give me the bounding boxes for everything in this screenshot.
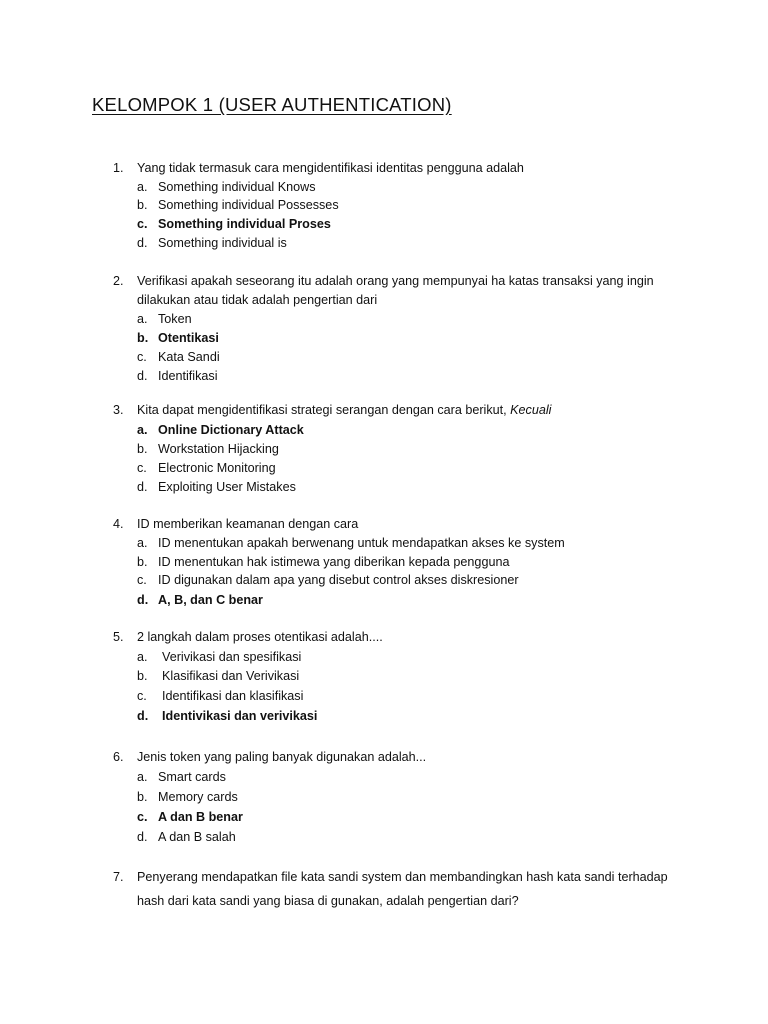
option-letter: d. [137,830,148,844]
option-text: Something individual is [158,236,287,250]
option-text-answer: A, B, dan C benar [158,593,263,607]
question-text: ID memberikan keamanan dengan cara [137,517,359,531]
option-letter: a. [137,770,148,784]
option-text: Something individual Knows [158,180,316,194]
option-letter: b. [137,442,148,456]
option-letter: c. [137,350,147,364]
option-letter: c. [137,810,148,824]
option-letter: b. [137,669,148,683]
option-text: ID menentukan apakah berwenang untuk mendapatkan akses ke system [158,536,565,550]
question-number: 6. [113,750,124,764]
option-text: Something individual Possesses [158,198,339,212]
question-text-main: Kita dapat mengidentifikasi strategi serangan dengan cara berikut, [137,403,507,417]
question-number: 5. [113,630,124,644]
option-text: Memory cards [158,790,238,804]
option-letter: a. [137,650,148,664]
option-letter: b. [137,790,148,804]
option-letter: c. [137,461,147,475]
question-text-continued: dilakukan atau tidak adalah pengertian dari [137,293,378,307]
option-text: Verivikasi dan spesifikasi [162,650,302,664]
option-letter: a. [137,312,148,326]
question-number: 1. [113,161,124,175]
option-text: Exploiting User Mistakes [158,480,296,494]
question-text: 2 langkah dalam proses otentikasi adalah.... [137,630,383,644]
option-text: Klasifikasi dan Verivikasi [162,669,300,683]
option-letter: b. [137,555,148,569]
question-text-emphasis: Kecuali [510,403,552,417]
question-text: Yang tidak termasuk cara mengidentifikasi identitas pengguna adalah [137,161,524,175]
question-number: 4. [113,517,124,531]
option-text: Identifikasi dan klasifikasi [162,689,304,703]
question-text [137,402,551,418]
option-letter: a. [137,423,148,437]
option-text-answer: Otentikasi [158,331,219,345]
option-letter: b. [137,198,148,212]
option-letter: d. [137,480,148,494]
option-text: Kata Sandi [158,350,220,364]
option-letter: d. [137,593,149,607]
option-letter: a. [137,180,148,194]
option-text: ID menentukan hak istimewa yang diberikan kepada pengguna [158,555,510,569]
option-text: A dan B salah [158,830,236,844]
option-letter: c. [137,573,147,587]
option-text-answer: Something individual Proses [158,217,331,231]
option-letter: d. [137,709,149,723]
question-number: 2. [113,274,124,288]
option-text: ID digunakan dalam apa yang disebut control akses diskresioner [158,573,519,587]
question-number: 7. [113,870,124,884]
option-text-answer: A dan B benar [158,810,243,824]
option-text: Workstation Hijacking [158,442,279,456]
option-letter: c. [137,689,147,703]
option-letter: b. [137,331,149,345]
option-text: Token [158,312,192,326]
page-title: KELOMPOK 1 (USER AUTHENTICATION) [92,94,452,115]
option-letter: c. [137,217,148,231]
option-letter: d. [137,236,148,250]
option-letter: a. [137,536,148,550]
question-number: 3. [113,403,124,417]
option-text: Electronic Monitoring [158,461,276,475]
option-text: Smart cards [158,770,226,784]
option-text-answer: Identivikasi dan verivikasi [162,709,318,723]
question-text: Jenis token yang paling banyak digunakan adalah... [137,750,427,764]
question-text-continued: hash dari kata sandi yang biasa di gunakan, adalah pengertian dari? [137,894,519,908]
question-text: Penyerang mendapatkan file kata sandi system dan membandingkan hash kata sandi terhadap [137,870,668,884]
option-letter: d. [137,369,148,383]
option-text: Identifikasi [158,369,218,383]
question-text: Verifikasi apakah seseorang itu adalah orang yang mempunyai ha katas transaksi yang ingin [137,274,654,288]
option-text-answer: Online Dictionary Attack [158,423,304,437]
